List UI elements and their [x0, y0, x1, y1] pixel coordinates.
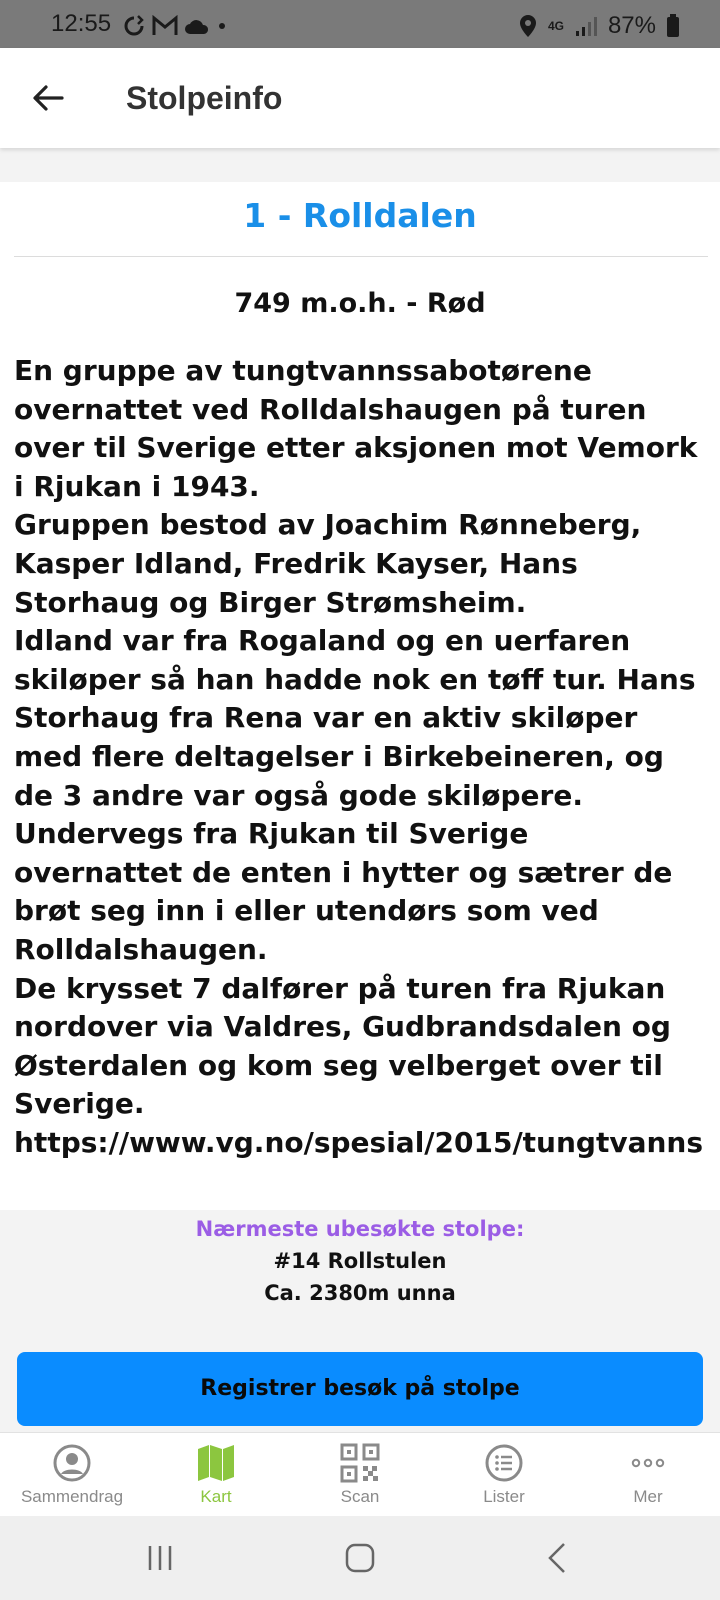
sync-icon [122, 14, 146, 38]
post-name: 1 - Rolldalen [243, 196, 477, 235]
system-navigation-bar [0, 1516, 720, 1600]
tab-kart[interactable] [144, 1433, 288, 1516]
person-circle-icon [52, 1443, 92, 1483]
divider [14, 256, 708, 257]
bottom-tab-bar [0, 1432, 720, 1516]
gmail-icon [152, 15, 178, 37]
status-notification-icons [122, 14, 228, 38]
tab-label: Scan [340, 1487, 380, 1506]
list-icon [484, 1443, 524, 1483]
tab-label: Lister [483, 1487, 525, 1506]
post-description: En gruppe av tungtvannssabotørene overnattet ved Rolldalshaugen på turen over til Sverige etter aksjonen mot Vemork i Rjukan i 1943. Gruppen bestod av Joachim Rønneberg, Kasper Idland, Fredrik Kayser, Hans Storhaug og Birger Strømsheim. Idland var fra Rogaland og en uerfaren skiløper så han hadde nok en tøff tur. Hans Storhaug fra Rena var en aktiv skiløper med flere deltagelser i Birkebeineren, og de 3 andre var også gode skiløpere. Undervegs fra Rjukan til Sverige overnattet de enten i hytter og sætrer de brøt seg inn i eller utendørs som ved Rolldalshaugen. De krysset 7 dalfører på turen fra Rjukan nordover via Valdres, Gudbrandsdalen og Østerdalen og kom seg velberget over til Sverige. https://www.vg.no/spesial/2015/tungtvanns [14, 354, 704, 1159]
cloud-icon [184, 16, 210, 36]
signal-icon [574, 15, 598, 37]
page-title: Stolpeinfo [126, 80, 283, 116]
tab-mer[interactable] [576, 1433, 720, 1516]
register-visit-button[interactable]: Registrer besøk på stolpe [17, 1352, 703, 1426]
home-icon[interactable] [340, 1538, 380, 1578]
nearest-label: Nærmeste ubesøkte stolpe: [195, 1217, 525, 1241]
tab-label: Mer [633, 1487, 663, 1506]
nearest-unvisited-post [0, 1213, 720, 1309]
post-info-card [0, 182, 720, 1210]
battery-icon [666, 14, 680, 38]
location-icon [518, 14, 538, 38]
tab-lister[interactable] [432, 1433, 576, 1516]
status-time: 12:55 [51, 10, 112, 37]
status-system-icons [518, 12, 680, 40]
tab-sammendrag[interactable] [0, 1433, 144, 1516]
nearest-post-name: #14 Rollstulen [273, 1249, 447, 1273]
battery-percent: 87% [607, 12, 656, 39]
tab-scan[interactable] [288, 1433, 432, 1516]
tab-label: Sammendrag [20, 1487, 124, 1506]
dot-icon [216, 20, 228, 32]
qr-code-icon [340, 1443, 380, 1483]
nearest-post-distance: Ca. 2380m unna [264, 1281, 456, 1305]
map-icon [196, 1443, 236, 1483]
network-type-label: 4G [547, 19, 564, 33]
more-icon [628, 1443, 668, 1483]
app-bar [0, 48, 720, 148]
tab-label: Kart [200, 1487, 232, 1506]
post-altitude: 749 m.o.h. - Rød [234, 288, 486, 319]
status-bar [0, 0, 720, 48]
back-nav-icon[interactable] [538, 1538, 578, 1578]
back-arrow-icon[interactable] [30, 80, 66, 116]
recent-apps-icon[interactable] [140, 1538, 180, 1578]
